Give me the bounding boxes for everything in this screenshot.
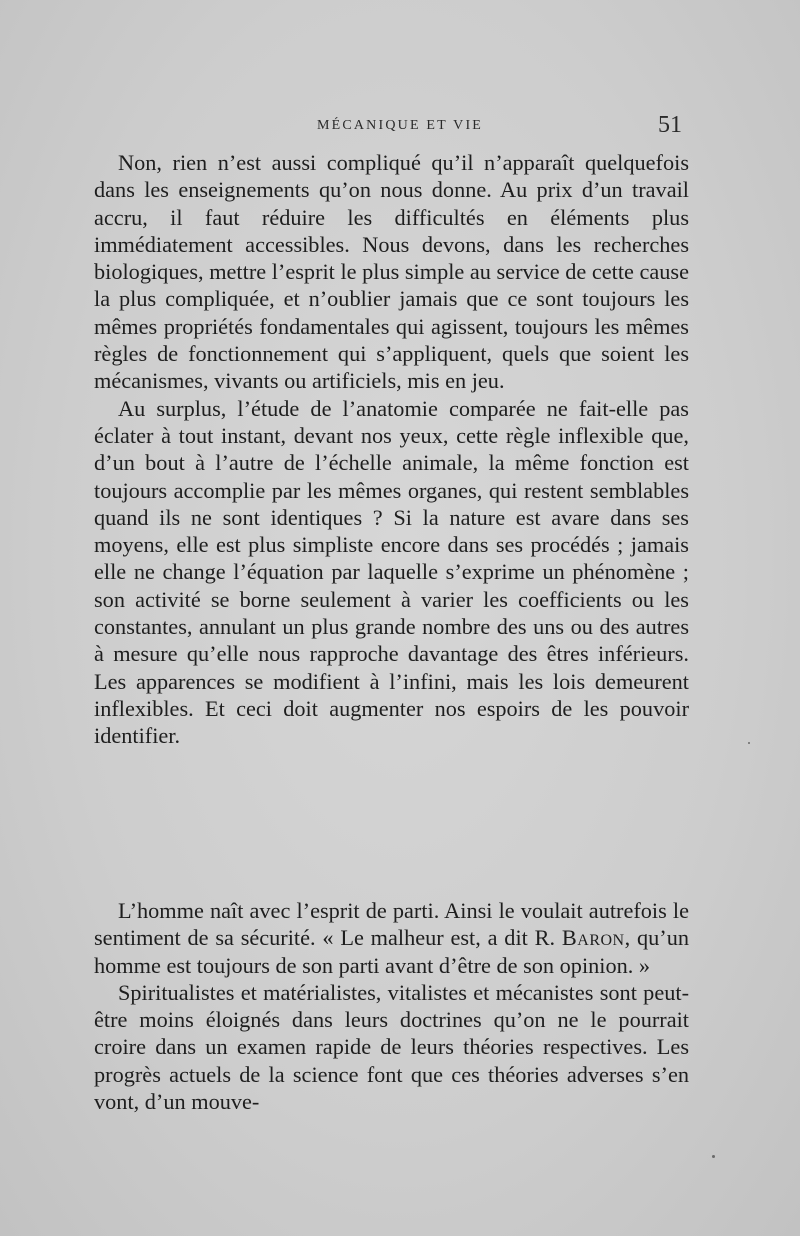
paragraph: Spiritualistes et matérialistes, vitalistes et mécanistes sont peut-être moins éloignés dans leurs doctrines qu’on ne le pourrait croire dans un examen rapide de leurs théories respectives. Les progrès actuels de la science font que ces théories adverses s’en vont, d’un mouve- [94, 979, 689, 1115]
paragraph [94, 897, 689, 979]
paragraph-text: L’homme naît avec l’esprit de parti. Ainsi le voulait autrefois le sentiment de sa sécurité. « Le malheur est, a dit R. [94, 898, 689, 951]
running-head [0, 112, 800, 138]
paragraph: Au surplus, l’étude de l’anatomie comparée ne fait-elle pas éclater à tout instant, devant nos yeux, cette règle inflexible que, d’un bout à l’autre de l’échelle animale, la même fonction est toujours accomplie par les mêmes organes, qui restent semblables quand ils ne sont identiques ? Si la nature est avare dans ses moyens, elle est plus simpliste encore dans ses procédés ; jamais elle ne change l’équation par laquelle s’exprime un phénomène ; son activité se borne seulement à varier les coefficients ou les constantes, annulant un plus grande nombre des uns ou des autres à mesure qu’elle nous rapproche davantage des êtres inférieurs. Les apparences se modifient à l’infini, mais les lois demeurent inflexibles. Et ceci doit augmenter nos espoirs de les pouvoir identifier. [94, 395, 689, 749]
paper-speck [748, 742, 750, 744]
running-title: MÉCANIQUE ET VIE [316, 118, 484, 133]
author-name: Baron [561, 925, 625, 951]
text-block-upper [94, 149, 689, 750]
page-number: 51 [658, 112, 682, 138]
paragraph: Non, rien n’est aussi compliqué qu’il n’apparaît quelquefois dans les enseignements qu’on nous donne. Au prix d’un travail accru, il faut réduire les difficultés en éléments plus immédiatement accessibles. Nous devons, dans les recherches biologiques, mettre l’esprit le plus simple au service de cette cause la plus compliquée, et n’oublier jamais que ce sont toujours les mêmes propriétés fondamentales qui agissent, toujours les mêmes règles de fonctionnement qui s’appliquent, quels que soient les mécanismes, vivants ou artificiels, mis en jeu. [94, 150, 690, 394]
text-block-lower [94, 897, 689, 1115]
paragraph-text: , qu’un homme est toujours de son parti avant d’être de son opinion. » [94, 925, 689, 978]
paper-speck [712, 1155, 715, 1158]
